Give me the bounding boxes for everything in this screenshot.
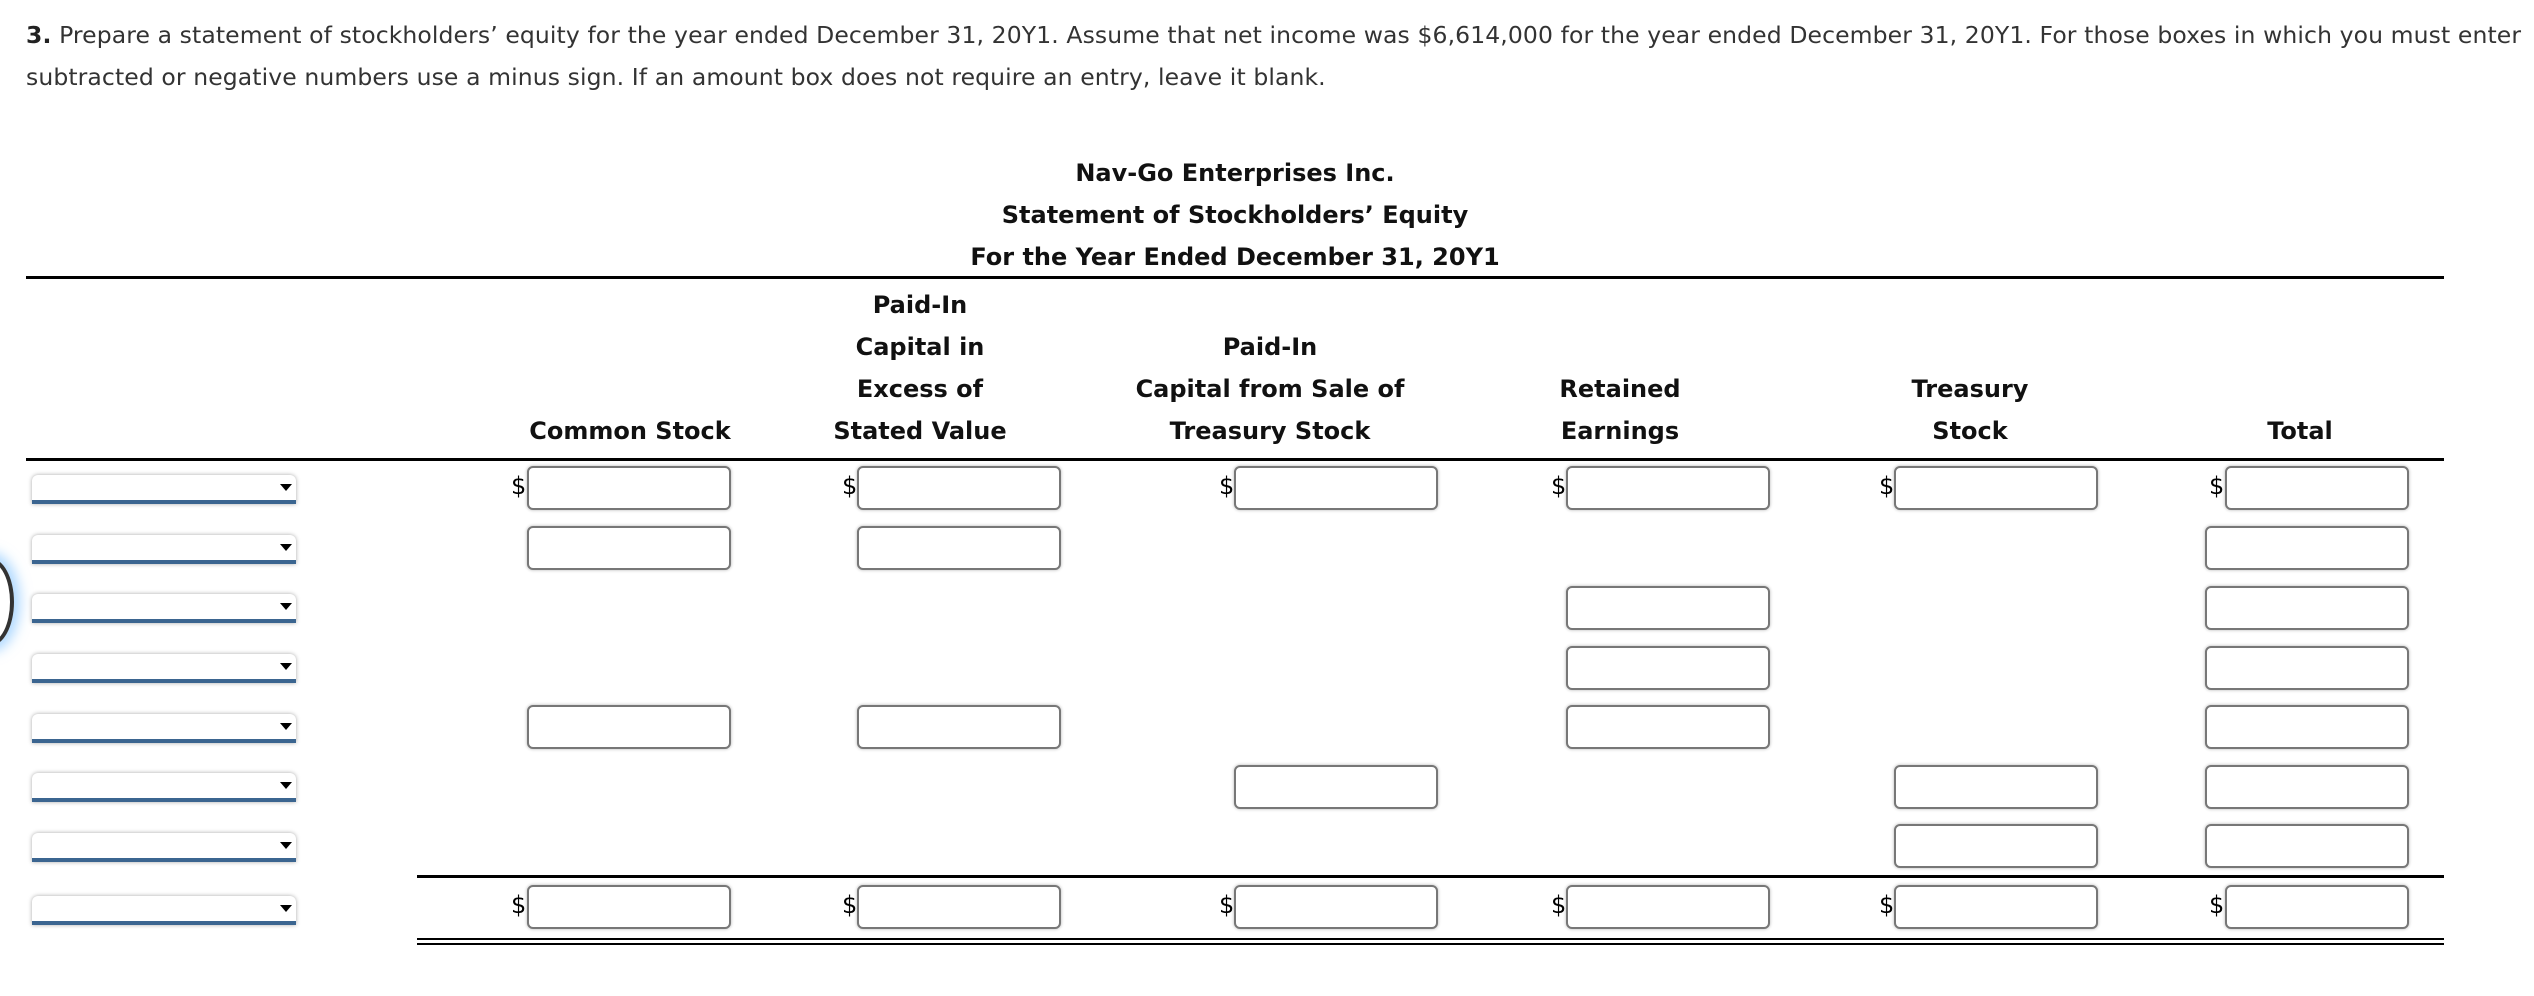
dropdown-arrow-icon — [280, 905, 292, 912]
row-5-label-select[interactable] — [32, 714, 296, 743]
row-3-total-input[interactable] — [2205, 586, 2409, 630]
row-3-retained-earnings-input[interactable] — [1566, 586, 1770, 630]
row-1-pic-excess-input[interactable] — [857, 466, 1061, 510]
row-8-treasury-stock-input[interactable] — [1894, 885, 2098, 929]
row-2-pic-excess-input[interactable] — [857, 526, 1061, 570]
dropdown-arrow-icon — [280, 663, 292, 670]
col-header-common-stock: Common Stock — [529, 417, 731, 445]
row-4-total-input[interactable] — [2205, 646, 2409, 690]
row-8-label-select[interactable] — [32, 896, 296, 925]
focus-indicator — [0, 558, 14, 646]
top-rule — [26, 276, 2444, 279]
question-text: Prepare a statement of stockholders’ equity for the year ended December 31, 20Y1. Assume that net income was $6,614,000 for the year ended December 31, 20Y1. For those boxes in which you must enter subtracted or negative numbers use a minus sign. If an amount box does not require an entry, leave it blank. — [26, 21, 2522, 91]
col-header-total: Total — [2267, 417, 2333, 445]
row-8-retained-earnings-input[interactable] — [1566, 885, 1770, 929]
row-1-label-select[interactable] — [32, 475, 296, 504]
row-7-label-select[interactable] — [32, 833, 296, 862]
instructions — [26, 14, 2534, 98]
row-1-retained-earnings-input[interactable] — [1566, 466, 1770, 510]
dollar-sign: $ — [2209, 891, 2225, 919]
dollar-sign: $ — [842, 472, 858, 500]
col-header-retained-earnings: Retained Earnings — [1559, 375, 1681, 445]
row-3-label-select[interactable] — [32, 594, 296, 623]
row-7-treasury-stock-input[interactable] — [1894, 824, 2098, 868]
dropdown-arrow-icon — [280, 782, 292, 789]
subtotal-rule — [417, 875, 2444, 878]
double-rule-bottom — [417, 943, 2444, 945]
statement-period: For the Year Ended December 31, 20Y1 — [970, 243, 1500, 271]
row-6-pic-treasury-input[interactable] — [1234, 765, 1438, 809]
row-6-treasury-stock-input[interactable] — [1894, 765, 2098, 809]
row-7-total-input[interactable] — [2205, 824, 2409, 868]
row-2-total-input[interactable] — [2205, 526, 2409, 570]
row-1-total-input[interactable] — [2225, 466, 2409, 510]
row-8-pic-treasury-input[interactable] — [1234, 885, 1438, 929]
double-rule-top — [417, 938, 2444, 940]
row-6-total-input[interactable] — [2205, 765, 2409, 809]
row-5-retained-earnings-input[interactable] — [1566, 705, 1770, 749]
dropdown-arrow-icon — [280, 544, 292, 551]
dollar-sign: $ — [1879, 891, 1895, 919]
row-4-label-select[interactable] — [32, 654, 296, 683]
row-8-total-input[interactable] — [2225, 885, 2409, 929]
row-2-common-stock-input[interactable] — [527, 526, 731, 570]
dollar-sign: $ — [1219, 891, 1235, 919]
col-header-pic-excess: Paid-In Capital in Excess of Stated Value — [833, 291, 1007, 445]
dropdown-arrow-icon — [280, 603, 292, 610]
statement-title: Statement of Stockholders’ Equity — [1001, 201, 1469, 229]
row-5-total-input[interactable] — [2205, 705, 2409, 749]
dollar-sign: $ — [1551, 891, 1567, 919]
row-2-label-select[interactable] — [32, 535, 296, 564]
row-4-retained-earnings-input[interactable] — [1566, 646, 1770, 690]
dollar-sign: $ — [2209, 472, 2225, 500]
row-1-common-stock-input[interactable] — [527, 466, 731, 510]
dollar-sign: $ — [1879, 472, 1895, 500]
col-header-treasury-stock: Treasury Stock — [1911, 375, 2029, 445]
statement-heading — [26, 152, 2444, 278]
col-header-pic-treasury: Paid-In Capital from Sale of Treasury Stock — [1135, 333, 1405, 445]
row-5-pic-excess-input[interactable] — [857, 705, 1061, 749]
dropdown-arrow-icon — [280, 723, 292, 730]
dollar-sign: $ — [1219, 472, 1235, 500]
row-6-label-select[interactable] — [32, 773, 296, 802]
row-5-common-stock-input[interactable] — [527, 705, 731, 749]
row-1-pic-treasury-input[interactable] — [1234, 466, 1438, 510]
dropdown-arrow-icon — [280, 484, 292, 491]
question-number: 3. — [26, 21, 52, 49]
dollar-sign: $ — [1551, 472, 1567, 500]
dollar-sign: $ — [511, 891, 527, 919]
row-1-treasury-stock-input[interactable] — [1894, 466, 2098, 510]
header-rule — [26, 458, 2444, 461]
dropdown-arrow-icon — [280, 842, 292, 849]
dollar-sign: $ — [842, 891, 858, 919]
dollar-sign: $ — [511, 472, 527, 500]
row-8-pic-excess-input[interactable] — [857, 885, 1061, 929]
row-8-common-stock-input[interactable] — [527, 885, 731, 929]
company-name: Nav-Go Enterprises Inc. — [1075, 159, 1395, 187]
